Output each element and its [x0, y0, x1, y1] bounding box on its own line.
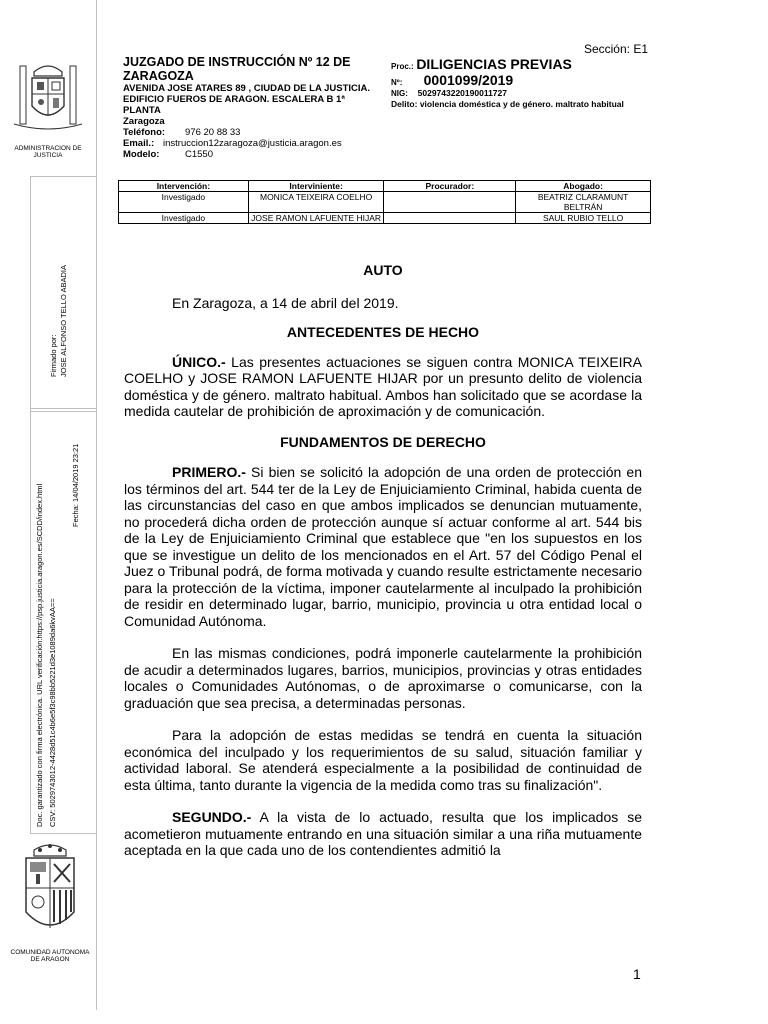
delito-value: violencia doméstica y de género. maltrato habitual	[419, 99, 624, 109]
signed-by-label: Firmado por:	[49, 334, 58, 377]
model-label: Modelo:	[123, 149, 160, 160]
unico-label: ÚNICO.-	[172, 353, 226, 370]
aragon-coat-of-arms	[10, 842, 90, 963]
segundo-label: SEGUNDO.-	[172, 809, 252, 825]
num-value: 0001099/2019	[423, 72, 514, 88]
seccion-label: Sección: E1	[583, 42, 648, 56]
csv-code: CSV: 5029743012-4428d51c4b6e5f3c98bb5221d3e1089da6kvAA==	[48, 598, 57, 827]
proc-label: Proc.:	[391, 62, 414, 71]
heading-antecedentes: ANTECEDENTES DE HECHO	[286, 324, 480, 340]
primero-text: Si bien se solicitó la adopción de una orden de protección en los términos del art. 544 ter de la Ley de Enjuiciamiento Criminal, habida cuenta de las circunstancias del caso en que ambos implicados se denuncian mutuamente, no procederá dicha orden de protección aunque sí actuar conforme al art. 544 bis de la Ley de Enjuiciamiento Criminal que establece que "en los supuestos en los que se investigue un delito de los mencionados en el Art. 57 del Código Penal el Juez o Tribunal podrá, de forma motivada y cuando resulte estrictamente necesario para la protección de la víctima, imponer cautelarmente al inculpado la prohibición de residir en determinado lugar, barrio, municipio, provincia u otra entidad local o Comunidad Autónoma.	[124, 464, 642, 629]
row2-intervencion: Investigado	[119, 213, 249, 224]
court-phone-row	[123, 127, 373, 138]
doc-title: AUTO	[363, 262, 403, 278]
segundo-text: A la vista de lo actuado, resulta que los implicados se acometieron mutuamente entrando en una situación similar a una riña mutuamente aceptada en la que cada uno de los contendientes admitió la	[124, 809, 642, 858]
csv-box	[30, 408, 97, 834]
proc-value: DILIGENCIAS PREVIAS	[416, 56, 572, 72]
court-email-row	[123, 138, 373, 149]
court-model-row	[123, 149, 373, 160]
delito-row	[391, 99, 641, 110]
paragraph-primero	[124, 464, 642, 629]
paragraph-segundo	[124, 809, 642, 859]
phone-value: 976 20 88 33	[185, 127, 241, 138]
table-header-row	[119, 181, 651, 192]
admin-justicia-caption: ADMINISTRACION DE JUSTICIA	[14, 145, 82, 159]
signer-name: JOSE ALFONSO TELLO ABADIA	[59, 265, 68, 377]
primero-label: PRIMERO.-	[172, 464, 246, 480]
row1-intervencion: Investigado	[119, 192, 249, 213]
num-row	[391, 72, 641, 88]
paragraph-2: En las mismas condiciones, podrá imponerle cautelarmente la prohibición de acudir a determinados lugares, barrios, municipios, provincias y otras entidades locales o Comunidades Autónomas, o de aproximarse o comunicarse, con la graduación que sea precisa, a determinadas personas.	[124, 645, 642, 711]
paragraph-unico	[124, 354, 642, 420]
nig-row	[391, 88, 641, 99]
court-address: AVENIDA JOSE ATARES 89 , CIUDAD DE LA JUSTICIA. EDIFICIO FUEROS DE ARAGON. ESCALERA B 1ª PLANTA	[123, 83, 371, 116]
table-row	[119, 192, 651, 213]
page-number: 1	[633, 966, 641, 982]
unico-text: Las presentes actuaciones se siguen contra MONICA TEIXEIRA COELHO y JOSE RAMON LAFUENTE HIJAR por un presunto delito de violencia doméstica y de género. maltrato habitual. Ambos han solicitado que se acordase la medida cautelar de prohibición de aproximación y de comunicación.	[124, 353, 642, 419]
row2-procurador	[384, 213, 516, 224]
date-line: En Zaragoza, a 14 de abril del 2019.	[172, 294, 399, 311]
procedure-header	[391, 56, 641, 110]
num-label: Nº:	[391, 78, 403, 87]
nig-value: 5029743220190011727	[417, 88, 507, 98]
row1-abogado: BEATRIZ CLARAMUNT BELTRÁN	[516, 192, 651, 213]
court-name: JUZGADO DE INSTRUCCIÓN Nº 12 DE ZARAGOZA	[123, 55, 351, 83]
aragon-shield-icon	[10, 842, 90, 942]
court-header	[123, 56, 373, 160]
aragon-caption: COMUNIDAD AUTONOMA DE ARAGON	[10, 949, 90, 963]
paragraph-3: Para la adopción de estas medidas se tendrá en cuenta la situación económica del inculpado y los requerimientos de su salud, situación familiar y actividad laboral. Se atenderá especialmente a la posibilidad de continuidad de esta última, tanto durante la vigencia de la medida como tras su finalización".	[124, 727, 642, 793]
document-body	[124, 262, 642, 859]
doc-guarantee-text: Doc. garantizado con firma electrónica. URL verificación:https://psp.justicia.aragon.es/SCDD/index.html	[35, 483, 44, 827]
row2-abogado: SAUL RUBIO TELLO	[516, 213, 651, 224]
coat-of-arms-icon	[10, 58, 86, 138]
row1-interviniente: MONICA TEIXEIRA COELHO	[248, 192, 384, 213]
signature-date: Fecha: 14/04/2019 23:21	[71, 443, 80, 527]
row2-interviniente: JOSE RAMON LAFUENTE HIJAR	[248, 213, 384, 224]
table-row	[119, 213, 651, 224]
header-abogado: Abogado:	[516, 181, 651, 192]
header-procurador: Procurador:	[384, 181, 516, 192]
court-city: Zaragoza	[123, 116, 165, 127]
proc-row	[391, 56, 641, 72]
row1-procurador	[384, 192, 516, 213]
header-intervencion: Intervención:	[119, 181, 249, 192]
email-value: instruccion12zaragoza@justicia.aragon.es	[163, 138, 342, 149]
signature-box	[30, 176, 97, 412]
header-interviniente: Interviniente:	[248, 181, 384, 192]
nig-label: NIG:	[391, 89, 408, 98]
delito-label: Delito:	[391, 99, 418, 109]
model-value: C1550	[185, 149, 213, 160]
phone-label: Teléfono:	[123, 127, 166, 138]
parties-table	[118, 180, 651, 224]
email-label: Email.:	[123, 138, 155, 149]
spain-coat-of-arms	[10, 58, 86, 159]
heading-fundamentos: FUNDAMENTOS DE DERECHO	[280, 433, 486, 450]
